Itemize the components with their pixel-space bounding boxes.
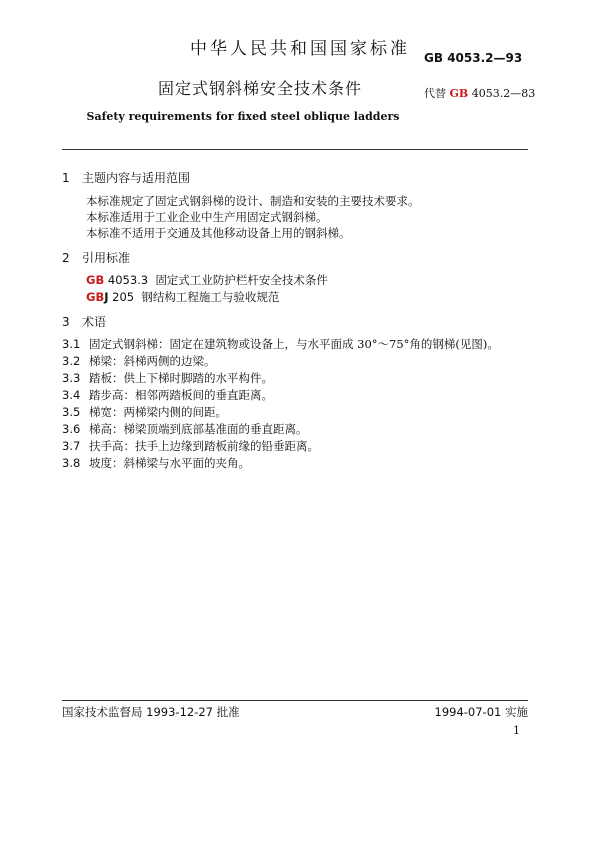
section-1-paragraph: 本标准不适用于交通及其他移动设备上用的钢斜梯。: [86, 226, 351, 240]
term-text: 梯宽：两梯梁内侧的间距。: [89, 405, 227, 419]
reference-number: 205: [112, 290, 135, 304]
term-item: [62, 455, 250, 471]
term-item: [62, 404, 227, 420]
reference-item: [86, 272, 328, 288]
replaces-standard: [424, 85, 535, 101]
section-2-heading: [62, 249, 130, 266]
section-number: 1: [62, 171, 70, 185]
page-number: 1: [513, 724, 520, 737]
header-divider: [62, 149, 528, 150]
term-number: 3.2: [62, 354, 81, 368]
term-number: 3.8: [62, 456, 81, 470]
reference-suffix: J: [104, 290, 109, 304]
term-item: [62, 370, 273, 386]
term-number: 3.3: [62, 371, 81, 385]
section-number: 2: [62, 251, 70, 265]
reference-title: 钢结构工程施工与验收规范: [141, 290, 280, 304]
term-item: [62, 353, 216, 369]
reference-prefix: GB: [86, 290, 105, 304]
term-text: 梯梁：斜梯两侧的边梁。: [89, 354, 216, 368]
term-number: 3.4: [62, 388, 81, 402]
section-number: 3: [62, 315, 70, 329]
section-1-heading: [62, 169, 190, 186]
reference-title: 固定式工业防护栏杆安全技术条件: [155, 273, 328, 287]
term-number: 3.7: [62, 439, 81, 453]
section-title: 引用标准: [82, 251, 131, 265]
section-3-heading: [62, 313, 106, 330]
section-title: 术语: [82, 315, 107, 329]
footer-divider: [62, 700, 528, 701]
term-text: 梯高：梯梁顶端到底部基准面的垂直距离。: [89, 422, 308, 436]
replaces-number: 4053.2—83: [471, 87, 536, 100]
term-text: 踏步高：相邻两踏板间的垂直距离。: [89, 388, 273, 402]
document-title: 固定式钢斜梯安全技术条件: [157, 79, 362, 98]
section-title: 主题内容与适用范围: [82, 171, 191, 185]
standard-code: 4053.2—93: [447, 51, 523, 65]
reference-item: [86, 289, 279, 305]
standard-prefix: GB: [424, 51, 443, 65]
replaces-prefix: GB: [449, 87, 469, 100]
term-number: 3.1: [62, 337, 81, 351]
section-1-paragraph: 本标准规定了固定式钢斜梯的设计、制造和安装的主要技术要求。: [86, 194, 420, 208]
term-item: [62, 438, 319, 454]
term-text: 扶手高：扶手上边缘到踏板前缘的铅垂距离。: [89, 439, 319, 453]
approval-date: 国家技术监督局 1993-12-27 批准: [62, 705, 240, 719]
term-item: [62, 387, 273, 403]
effective-date: 1994-07-01 实施: [434, 705, 528, 719]
term-item: [62, 421, 308, 437]
section-1-paragraph: 本标准适用于工业企业中生产用固定式钢斜梯。: [86, 210, 328, 224]
document-title-english: Safety requirements for fixed steel oblique ladders: [86, 110, 400, 123]
reference-prefix: GB: [86, 273, 105, 287]
term-number: 3.5: [62, 405, 81, 419]
standard-number: [424, 51, 522, 65]
replaces-label: 代替: [424, 87, 446, 100]
term-text: 固定式钢斜梯：固定在建筑物或设备上，与水平面成 30°～75°角的钢梯(见图)。: [89, 337, 499, 351]
reference-number: 4053.3: [107, 273, 149, 287]
issuing-authority: 中华人民共和国国家标准: [190, 39, 410, 59]
term-item: [62, 336, 499, 352]
term-text: 踏板：供上下梯时脚踏的水平构件。: [89, 371, 273, 385]
term-text: 坡度：斜梯梁与水平面的夹角。: [89, 456, 250, 470]
term-number: 3.6: [62, 422, 81, 436]
